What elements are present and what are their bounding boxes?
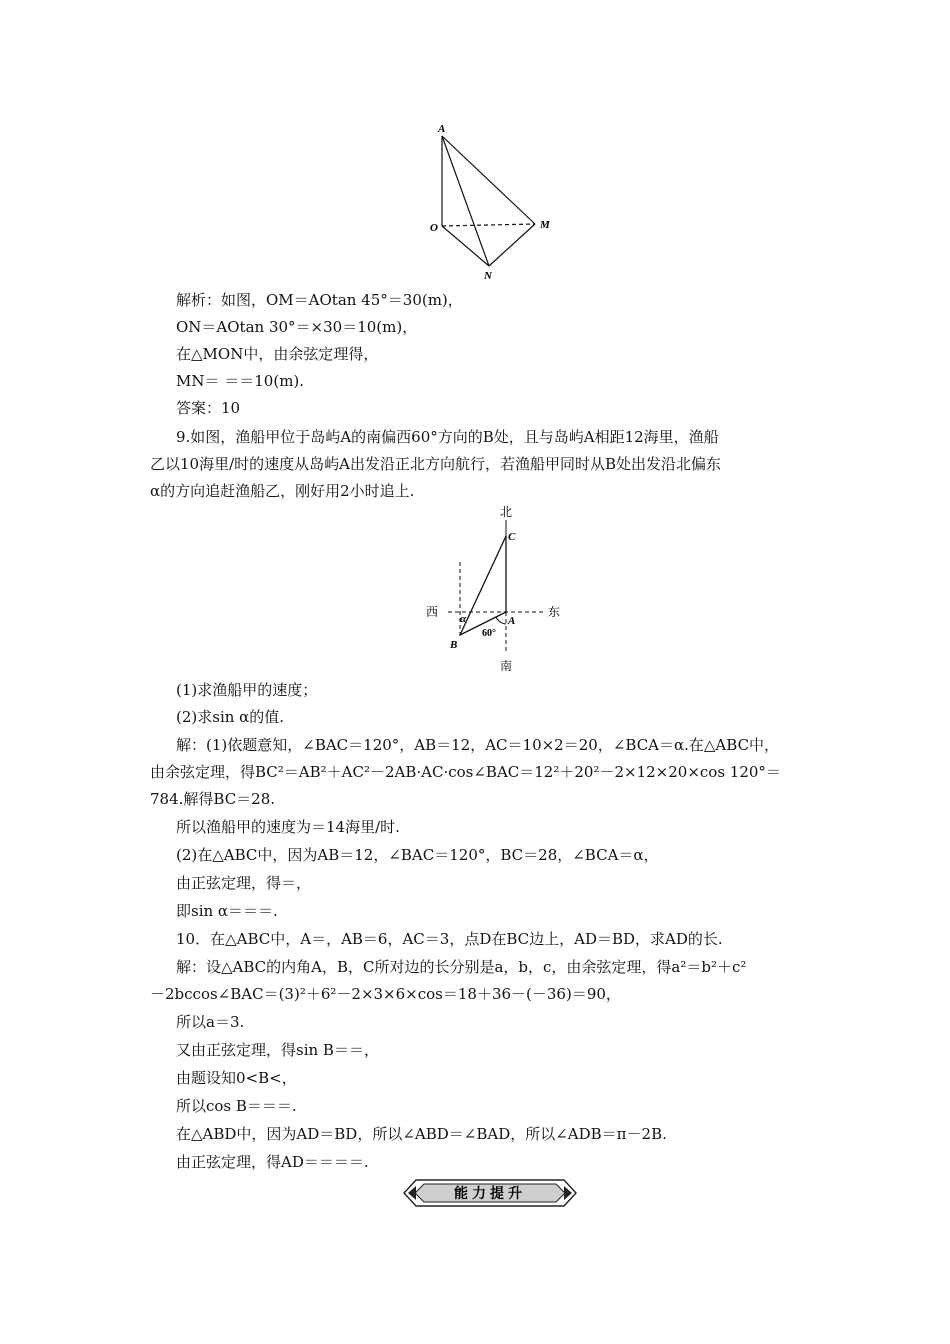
problem9-line3: α的方向追赶渔船乙，刚好用2小时追上. [150, 482, 415, 500]
banner-label: 能力提升 [454, 1187, 526, 1202]
solution10-line7: 在△ABD中，因为AD＝BD，所以∠ABD＝∠BAD，所以∠ADB＝π－2B. [176, 1125, 667, 1143]
solution9-line7: 即sin α＝＝＝. [176, 902, 278, 920]
solution8-line4: MN＝ ＝＝10(m). [176, 372, 305, 390]
label-alpha: α [460, 613, 467, 625]
solution10-line3: 所以a＝3. [176, 1013, 245, 1031]
label-a: A [438, 123, 446, 135]
solution8-line3: 在△MON中，由余弦定理得， [176, 345, 379, 363]
pyramid-figure [420, 118, 560, 283]
solution8-answer: 答案：10 [176, 399, 241, 417]
solution10-line5: 由题设知0<B<， [176, 1069, 297, 1087]
east-label: 东 [548, 605, 561, 619]
solution9-line5: (2)在△ABC中，因为AB＝12，∠BAC＝120°，BC＝28，∠BCA＝α， [176, 846, 659, 864]
south-label: 南 [500, 659, 513, 673]
label-m: M [540, 219, 550, 231]
solution10-line8: 由正弦定理，得AD＝＝＝＝. [176, 1153, 369, 1171]
angle-60: 60° [482, 628, 496, 639]
question9-1: (1)求渔船甲的速度； [176, 681, 318, 699]
label-c: C [508, 531, 516, 543]
solution8-line2: ON＝AOtan 30°＝×30＝10(m)， [176, 318, 418, 336]
question9-2: (2)求sin α的值. [176, 708, 285, 726]
problem9-line1: 9.如图，渔船甲位于岛屿A的南偏西60°方向的B处，且与岛屿A相距12海里，渔船 [176, 428, 719, 446]
solution9-line1: 解：(1)依题意知，∠BAC＝120°，AB＝12，AC＝10×2＝20，∠BCA＝α.在△ABC中， [176, 736, 780, 754]
solution10-line6: 所以cos B＝＝＝. [176, 1097, 297, 1115]
west-label: 西 [426, 605, 439, 619]
compass-figure [420, 502, 570, 677]
solution10-line1: 解：设△ABC的内角A，B，C所对边的长分别是a，b，c，由余弦定理，得a²＝b²＋c² [176, 958, 747, 976]
north-label: 北 [500, 505, 513, 519]
solution10-line2: －2bccos∠BAC＝(3)²＋6²－2×3×6×cos＝18＋36－(－36)＝90， [150, 985, 621, 1003]
label-b: B [450, 639, 458, 651]
solution10-line4: 又由正弦定理，得sin B＝＝， [176, 1041, 379, 1059]
solution9-line6: 由正弦定理，得＝， [176, 874, 312, 892]
solution9-line2: 由余弦定理，得BC²＝AB²＋AC²－2AB·AC·cos∠BAC＝12²＋20²－2×12×20×cos 120°＝ [150, 763, 781, 781]
label-a2: A [508, 615, 516, 627]
problem10: 10．在△ABC中，A＝，AB＝6，AC＝3，点D在BC边上，AD＝BD，求AD的长. [176, 930, 723, 948]
label-o: O [430, 222, 438, 234]
solution8-line1: 解析：如图，OM＝AOtan 45°＝30(m)， [176, 291, 463, 309]
section-banner [402, 1178, 578, 1208]
solution9-line3: 784.解得BC＝28. [150, 790, 276, 808]
problem9-line2: 乙以10海里/时的速度从岛屿A出发沿正北方向航行，若渔船甲同时从B处出发沿北偏东 [150, 455, 721, 473]
solution9-line4: 所以渔船甲的速度为＝14海里/时. [176, 818, 400, 836]
label-n: N [484, 270, 492, 282]
